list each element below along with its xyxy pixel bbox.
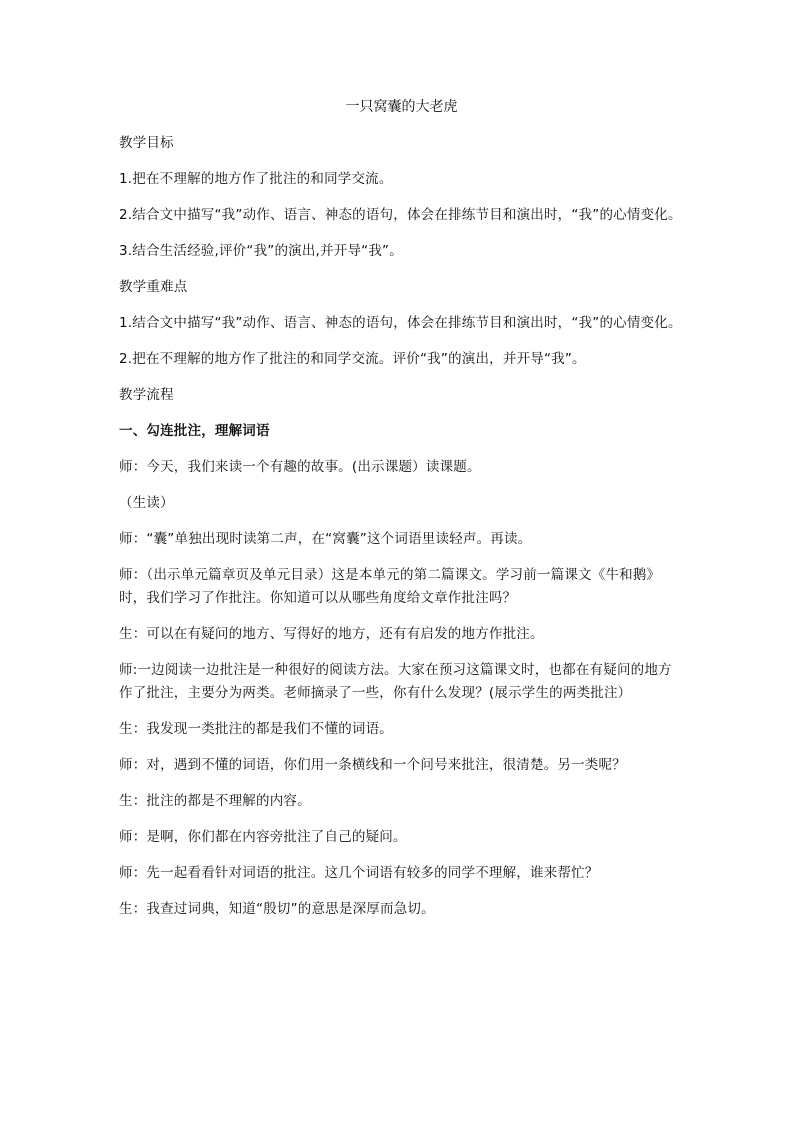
dialogue-line: 生：批注的都是不理解的内容。 <box>119 793 311 809</box>
goal-item-2: 2.结合文中描写“我”动作、语言、神态的语句，体会在排练节目和演出时，“我”的心情变化。 <box>119 207 682 223</box>
dialogue-line: 生：我发现一类批注的都是我们不懂的词语。 <box>119 721 393 737</box>
dialogue-line: 生：我查过词典，知道“殷切”的意思是深厚而急切。 <box>119 901 435 917</box>
heading-key-difficulties: 教学重难点 <box>119 279 188 295</box>
dialogue-line: 师：“囊”单独出现时读第二声，在“窝囊”这个词语里读轻声。再读。 <box>119 531 532 547</box>
heading-teaching-process: 教学流程 <box>119 387 174 403</box>
dialogue-line: 师：先一起看看针对词语的批注。这几个词语有较多的同学不理解，谁来帮忙？ <box>119 865 599 881</box>
difficulty-item-2: 2.把在不理解的地方作了批注的和同学交流。评价“我”的演出，并开导“我”。 <box>119 351 586 367</box>
dialogue-line: （生读） <box>119 495 174 511</box>
document-title: 一只窝囊的大老虎 <box>345 99 458 115</box>
dialogue-line: 师：是啊，你们都在内容旁批注了自己的疑问。 <box>119 829 407 845</box>
goal-item-1: 1.把在不理解的地方作了批注的和同学交流。 <box>119 171 393 187</box>
difficulty-item-1: 1.结合文中描写“我”动作、语言、神态的语句，体会在排练节目和演出时，“我”的心情变化。 <box>119 315 682 331</box>
dialogue-line: 师：（出示单元篇章页及单元目录）这是本单元的第二篇课文。学习前一篇课文《牛和鹅》时，我们学习了作批注。你知道可以从哪些角度给文章作批注吗？ <box>119 567 661 606</box>
goal-item-3: 3.结合生活经验,评价“我”的演出,并开导“我”。 <box>119 243 403 259</box>
dialogue-line: 师：今天，我们来读一个有趣的故事。(出示课题）读课题。 <box>119 459 481 475</box>
document-body <box>119 96 684 934</box>
heading-teaching-goals: 教学目标 <box>119 135 174 151</box>
section-heading-1: 一、勾连批注，理解词语 <box>119 423 270 439</box>
dialogue-line: 师:一边阅读一边批注是一种很好的阅读方法。大家在预习这篇课文时，也都在有疑问的地方作了批注，主要分为两类。老师摘录了一些，你有什么发现？(展示学生的两类批注） <box>119 662 672 701</box>
dialogue-line: 师：对，遇到不懂的词语，你们用一条横线和一个问号来批注，很清楚。另一类呢？ <box>119 757 626 773</box>
dialogue-line: 生：可以在有疑问的地方、写得好的地方，还有有启发的地方作批注。 <box>119 626 544 642</box>
